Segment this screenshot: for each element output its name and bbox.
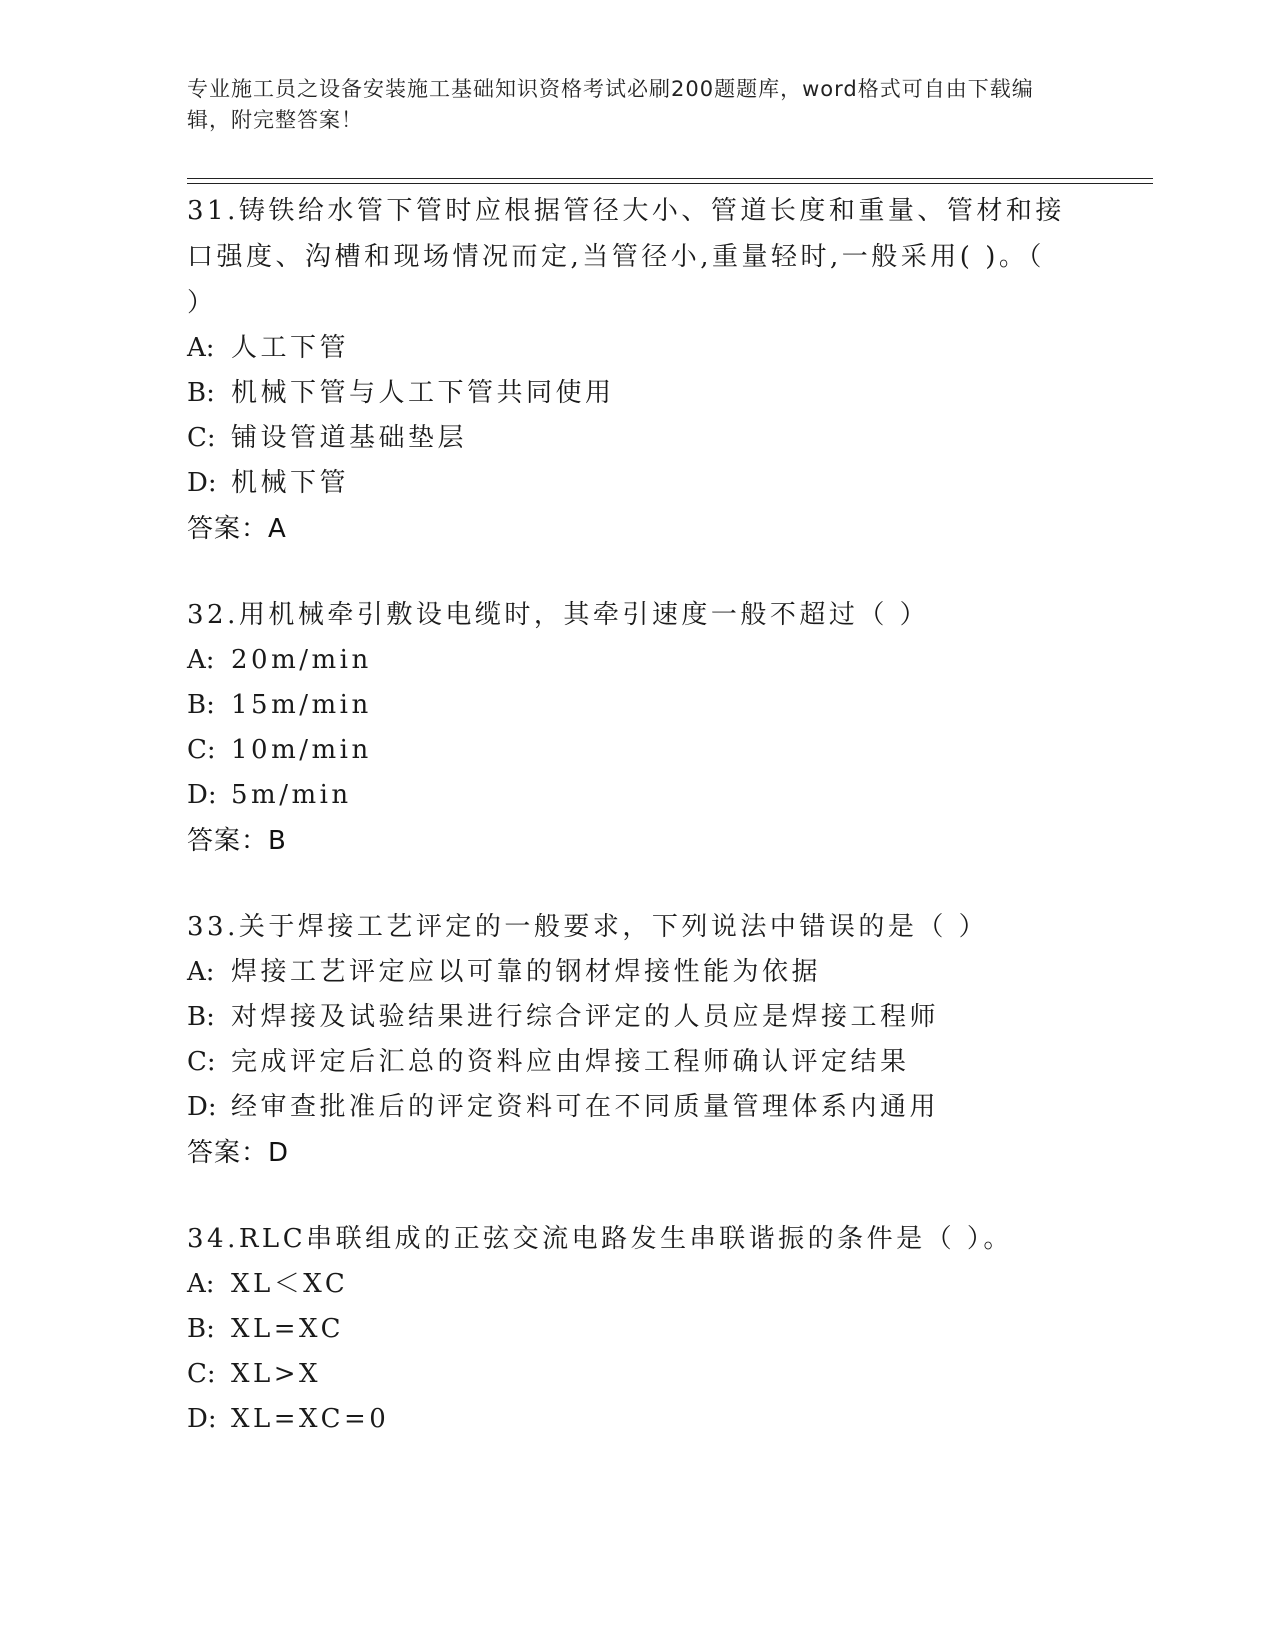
option-text: 经审查批准后的评定资料可在不同质量管理体系内通用: [231, 1092, 940, 1122]
option-c: [187, 728, 1067, 773]
option-text: 20m/min: [231, 645, 372, 675]
question-32: [187, 592, 1067, 864]
option-label: B:: [187, 378, 215, 408]
option-text: 机械下管: [231, 468, 350, 498]
option-label: D:: [187, 1092, 217, 1122]
option-text: 机械下管与人工下管共同使用: [231, 378, 615, 408]
option-label: C:: [187, 1047, 216, 1077]
option-text: 铺设管道基础垫层: [231, 423, 468, 453]
option-label: D:: [187, 1404, 217, 1434]
option-b: [187, 683, 1067, 728]
header-divider-top: [187, 178, 1153, 179]
option-label: B:: [187, 1002, 215, 1032]
option-label: B:: [187, 1314, 215, 1344]
option-text: 完成评定后汇总的资料应由焊接工程师确认评定结果: [231, 1047, 910, 1077]
document-header: [187, 74, 1067, 136]
header-divider-bottom: [187, 183, 1153, 184]
question-text: 33.关于焊接工艺评定的一般要求，下列说法中错误的是（ ）: [187, 912, 989, 942]
option-text: XL=XC=0: [231, 1404, 390, 1434]
option-label: C:: [187, 735, 216, 765]
option-label: B:: [187, 690, 215, 720]
option-d: [187, 461, 1067, 506]
option-label: C:: [187, 423, 216, 453]
option-text: 人工下管: [231, 333, 350, 363]
answer-line: 答案：D: [187, 1138, 290, 1168]
option-text: 5m/min: [231, 780, 352, 810]
option-label: A:: [187, 333, 215, 363]
option-text: XL>X: [231, 1359, 322, 1389]
question-text: 34.RLC串联组成的正弦交流电路发生串联谐振的条件是（ ）。: [187, 1224, 1013, 1254]
question-31: [187, 188, 1067, 552]
option-a: [187, 638, 1067, 683]
option-a: [187, 950, 1067, 995]
option-a: [187, 1262, 1067, 1307]
option-b: [187, 371, 1067, 416]
option-d: [187, 773, 1067, 818]
answer-line: 答案：B: [187, 826, 287, 856]
question-text: 32.用机械牵引敷设电缆时，其牵引速度一般不超过（ ）: [187, 600, 930, 630]
option-a: [187, 326, 1067, 371]
option-c: [187, 1352, 1067, 1397]
option-text: 15m/min: [231, 690, 372, 720]
option-label: A:: [187, 1269, 215, 1299]
option-b: [187, 995, 1067, 1040]
option-text: 焊接工艺评定应以可靠的钢材焊接性能为依据: [231, 957, 822, 987]
header-text: 专业施工员之设备安装施工基础知识资格考试必刷200题题库，word格式可自由下载编辑，附完整答案！: [187, 77, 1034, 132]
option-c: [187, 1040, 1067, 1085]
option-label: A:: [187, 957, 215, 987]
option-text: 对焊接及试验结果进行综合评定的人员应是焊接工程师: [231, 1002, 940, 1032]
question-list: [187, 188, 1067, 1482]
option-c: [187, 416, 1067, 461]
option-d: [187, 1397, 1067, 1442]
option-label: D:: [187, 468, 217, 498]
option-d: [187, 1085, 1067, 1130]
option-text: 10m/min: [231, 735, 372, 765]
option-label: C:: [187, 1359, 216, 1389]
question-34: [187, 1216, 1067, 1442]
question-33: [187, 904, 1067, 1176]
option-text: XL＜XC: [231, 1269, 349, 1299]
answer-line: 答案：A: [187, 514, 287, 544]
option-text: XL=XC: [231, 1314, 345, 1344]
question-text: 31.铸铁给水管下管时应根据管径大小、管道长度和重量、管材和接口强度、沟槽和现场情况而定,当管径小,重量轻时,一般采用( )。（ ）: [187, 196, 1065, 318]
option-label: D:: [187, 780, 217, 810]
option-b: [187, 1307, 1067, 1352]
option-label: A:: [187, 645, 215, 675]
